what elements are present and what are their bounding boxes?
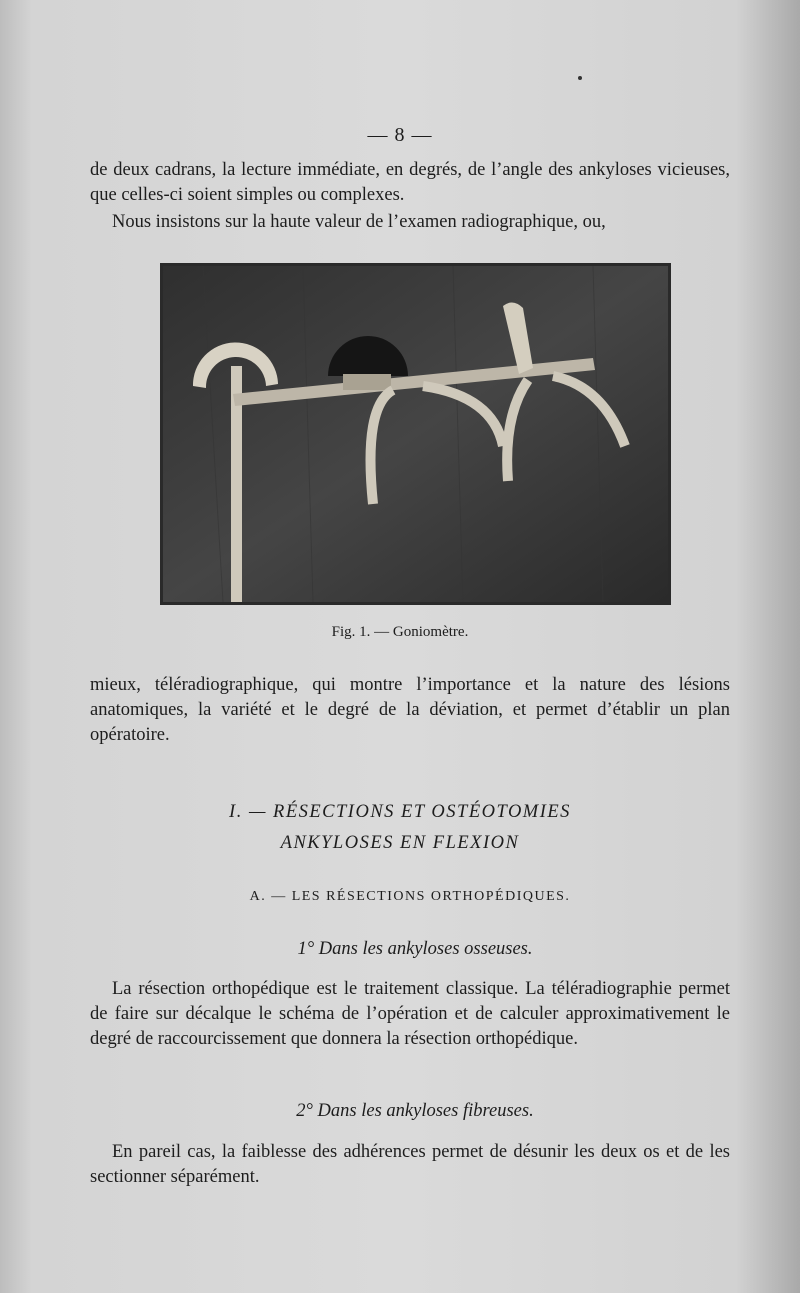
goniometer-photo [160, 263, 671, 605]
section-heading-line2: ANKYLOSES EN FLEXION [280, 833, 520, 853]
goniometer-illustration [163, 266, 668, 602]
section-heading-line1: I. — RÉSECTIONS ET OSTÉOTOMIES [229, 802, 571, 822]
paragraph-intro: de deux cadrans, la lecture immédiate, en degrés, de l’angle des ankyloses vicieuses, que celles-ci soient simples ou complexes. [90, 160, 730, 205]
paragraph-fibrous-cases: En pareil cas, la faiblesse des adhérences permet de désunir les deux os et de les sectionner séparément. [90, 1142, 730, 1187]
paragraph-teleradiography: mieux, téléradiographique, qui montre l’importance et la nature des lésions anatomiques, la variété et le degré de la déviation, et permet d’établir un plan opératoire. [90, 675, 730, 745]
paragraph-radiography: Nous insistons sur la haute valeur de l’examen radiographique, ou, [112, 212, 606, 232]
paragraph-orthopedic-resection: La résection orthopédique est le traitement classique. La téléradiographie permet de faire sur décalque le schéma de l’opération et de calculer approximativement le degré de raccourcissement que donnera la résection orthopédique. [90, 979, 730, 1049]
page-number: — 8 — [367, 124, 433, 146]
subheading-osseous: 1° Dans les ankyloses osseuses. [297, 939, 533, 959]
ink-speck [578, 76, 582, 80]
figure-caption: Fig. 1. — Goniomètre. [331, 624, 469, 640]
subheading-fibrous: 2° Dans les ankyloses fibreuses. [296, 1101, 534, 1121]
subsection-heading: A. — LES RÉSECTIONS ORTHOPÉDIQUES. [249, 889, 571, 904]
